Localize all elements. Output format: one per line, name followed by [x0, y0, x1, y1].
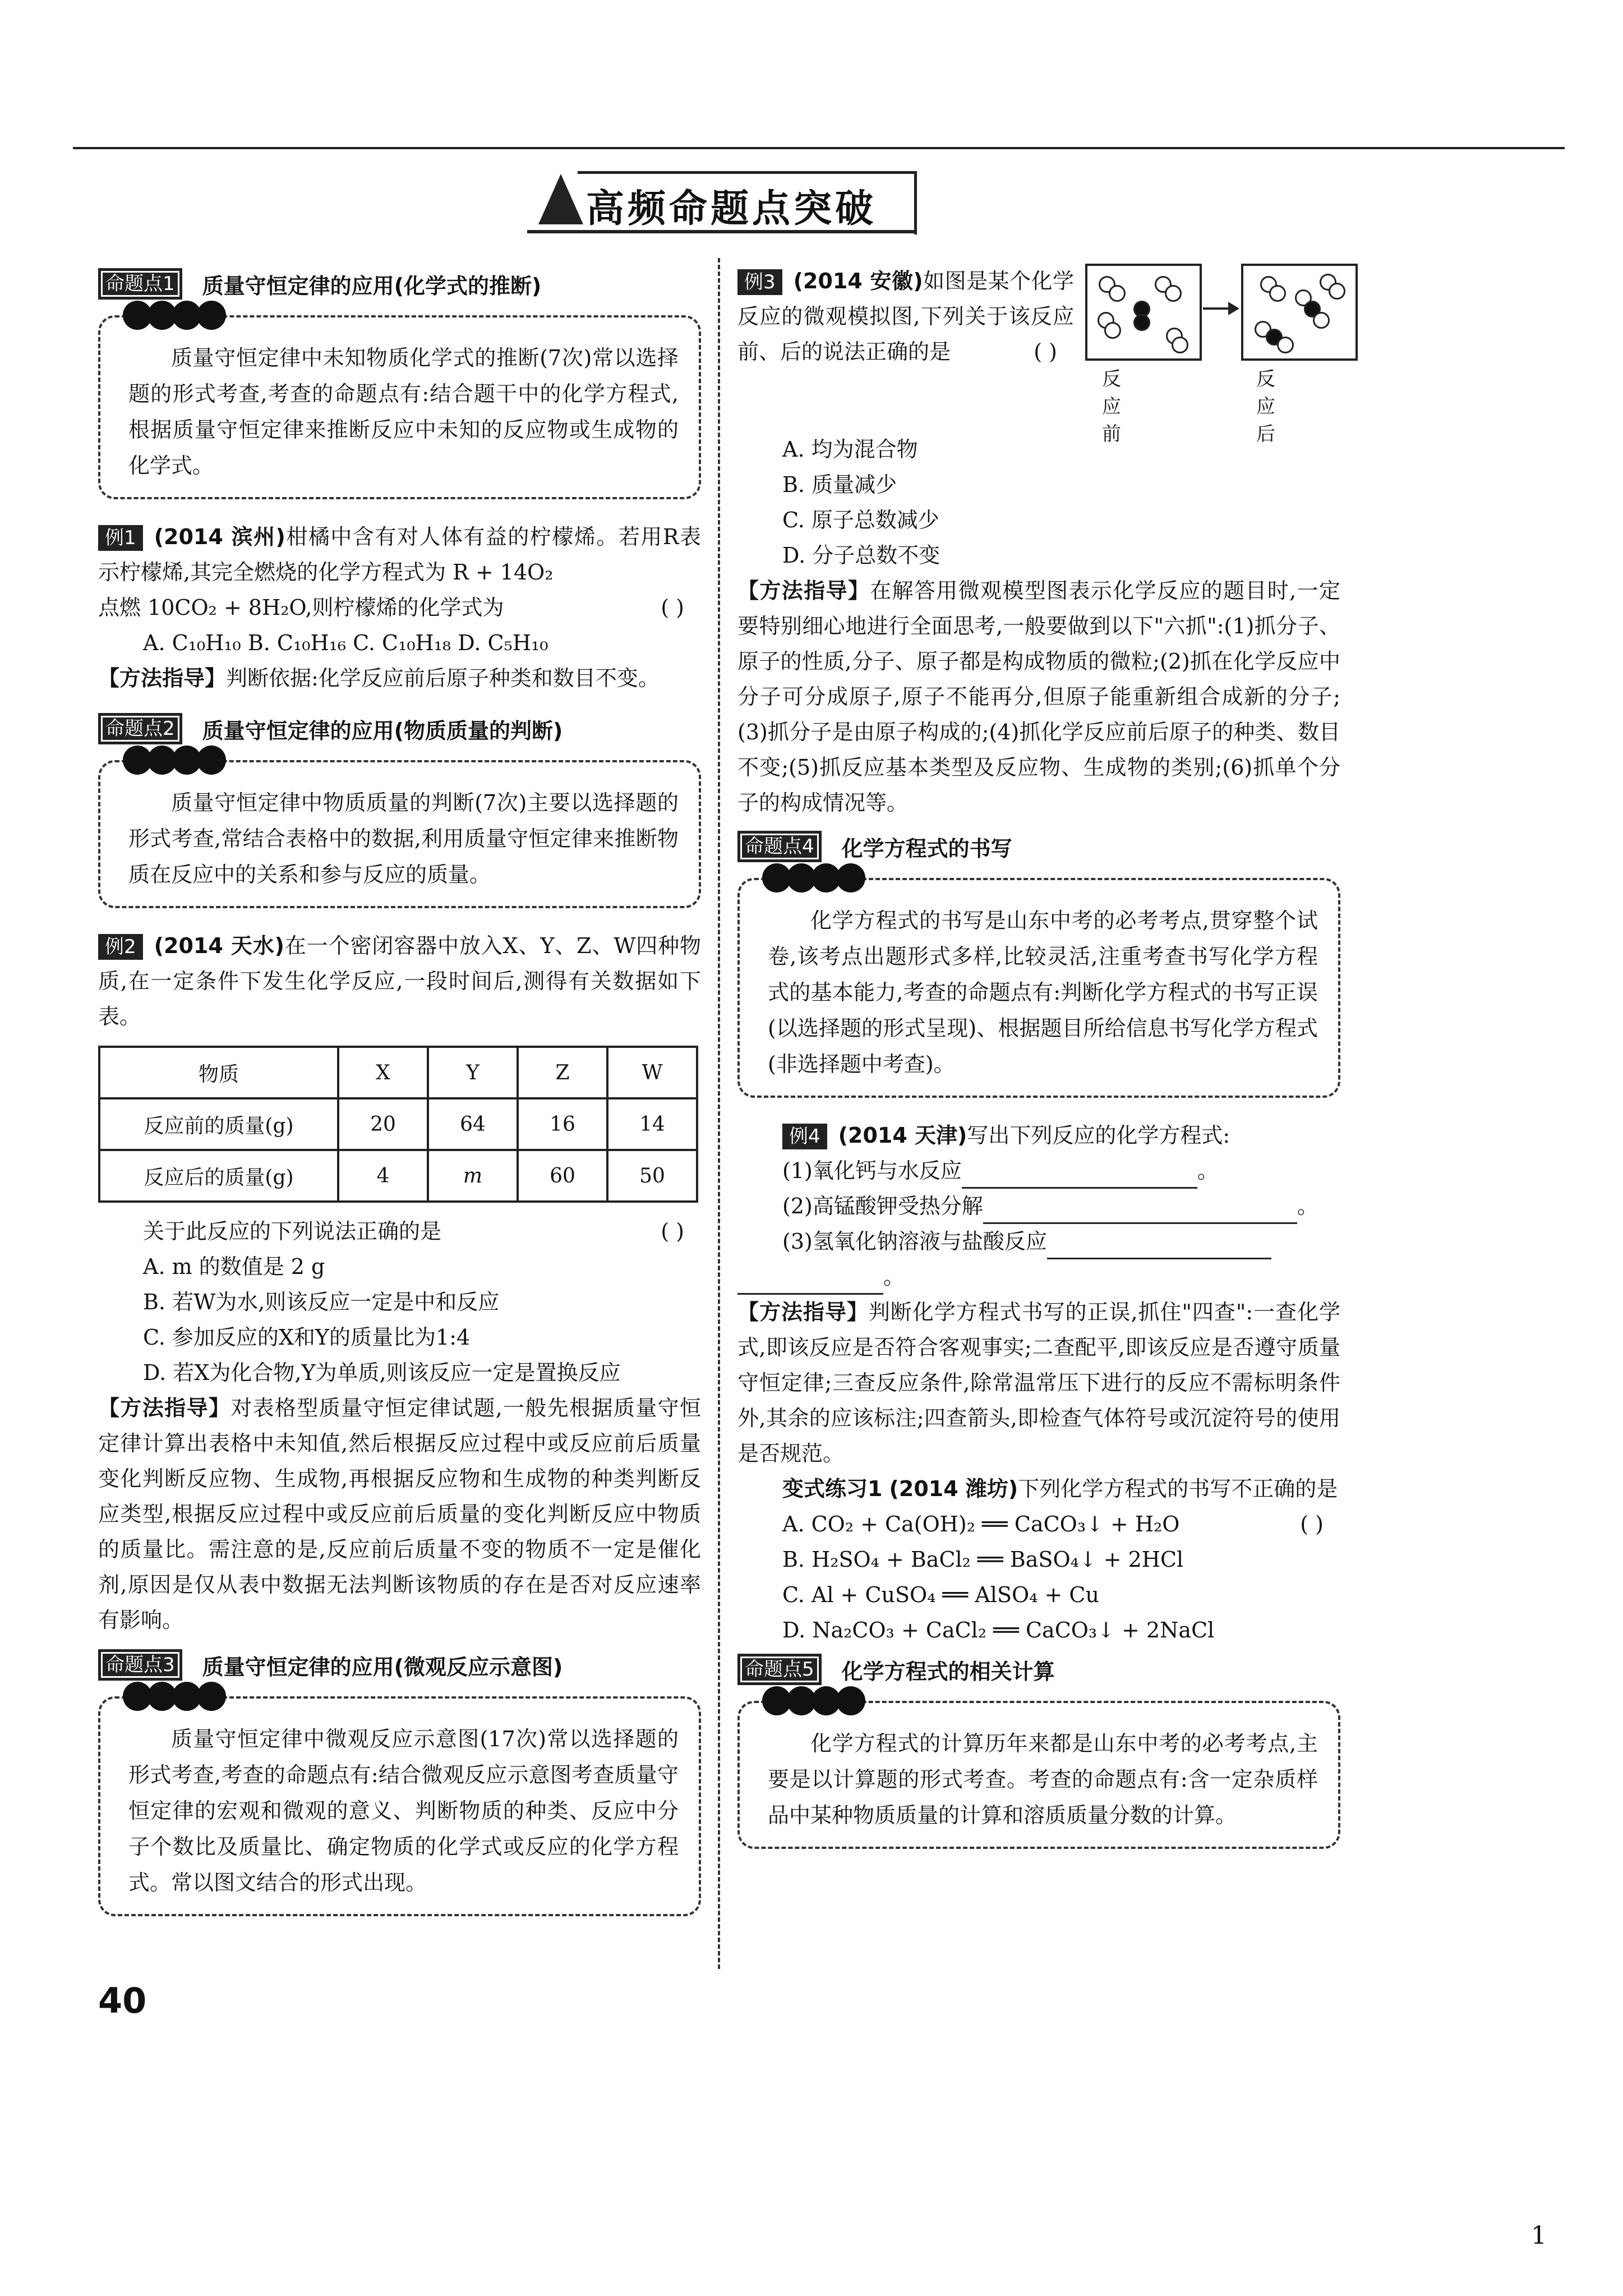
topic3-tag: 命题点3: [98, 1649, 182, 1681]
guide-label: 【方法指导】: [98, 666, 227, 691]
table-cell: 60: [518, 1150, 607, 1202]
table-row: [99, 1098, 697, 1150]
example4-q2: [737, 1189, 1340, 1224]
example4-q3: [737, 1224, 1340, 1259]
right-column: [737, 264, 1340, 1869]
section-banner: [527, 168, 920, 236]
table-cell: 14: [607, 1098, 697, 1150]
example2-tag: 例2: [98, 934, 143, 960]
example3-text: 如图是某个化学反应的微观模拟图,下列关于该反应前、后的说法正确的是: [737, 269, 1074, 364]
arrowhead-icon: [1228, 302, 1239, 315]
before-label: 反应前: [1102, 368, 1121, 445]
topic5-title: 化学方程式的相关计算: [841, 1659, 1055, 1684]
after-box: [1241, 264, 1358, 361]
example4-q1-text: (1)氧化钙与水反应: [782, 1158, 962, 1183]
example2-answer-paren: ( ): [661, 1219, 684, 1244]
topic3-heading: [98, 1649, 701, 1681]
example1: [98, 519, 701, 590]
example3-source: (2014 安徽): [793, 269, 923, 293]
example3-option-c: C. 原子总数减少: [782, 508, 939, 532]
answer-blank[interactable]: [737, 1271, 883, 1295]
answer-blank[interactable]: [983, 1200, 1297, 1224]
answer-blank[interactable]: [962, 1165, 1197, 1189]
top-rule: [73, 147, 1565, 149]
example3-option-b: B. 质量减少: [782, 472, 897, 497]
period: 。: [1297, 1194, 1318, 1218]
before-box: [1085, 264, 1202, 361]
guide-label: 【方法指导】: [737, 578, 870, 603]
example3-option-d: D. 分子总数不变: [782, 543, 940, 568]
table-cell: 50: [607, 1150, 697, 1202]
topic5-box-text: 化学方程式的计算历年来都是山东中考的必考考点,主要是以计算题的形式考查。考查的命题点有:含一定杂质样品中某种物质质量的计算和溶质质量分数的计算。: [768, 1731, 1318, 1828]
example3-guide-text: 在解答用微观模型图表示化学反应的题目时,一定要特别细心地进行全面思考,一般要做到以下"六抓":(1)抓分子、原子的性质,分子、原子都是构成物质的微粒;(2)抓在化学反应中分子可分成原子,原子不能再分,但原子能重新组合成新的分子;(3)抓分子是由原子构成的;(4)抓化学反应前后原子的种类、数目不变;(5)抓反应基本类型及反应物、生成物的类别;(6)抓单个分子的构成情况等。: [737, 578, 1340, 815]
arrow-icon: [1203, 307, 1231, 310]
table-cell: 64: [428, 1098, 518, 1150]
topic2-box-text: 质量守恒定律中物质质量的判断(7次)主要以选择题的形式考查,常结合表格中的数据,利用质量守恒定律来推断物质在反应中的关系和参与反应的质量。: [128, 790, 679, 887]
table-cell: Y: [428, 1047, 518, 1098]
dots-icon: [123, 301, 225, 330]
example3-text-block: [737, 264, 1074, 370]
example4-q3-text: (3)氢氧化钠溶液与盐酸反应: [782, 1229, 1047, 1254]
example2-question: [98, 1214, 701, 1249]
table-cell: m: [428, 1150, 518, 1202]
guide-label: 【方法指导】: [737, 1300, 869, 1324]
example2-option-d: D. 若X为化合物,Y为单质,则该反应一定是置换反应: [143, 1360, 621, 1385]
example1-text2: 点燃 10CO₂ + 8H₂O,则柠檬烯的化学式为: [98, 595, 504, 620]
example4-text: 写出下列反应的化学方程式:: [967, 1123, 1230, 1148]
variation1-text: 下列化学方程式的书写不正确的是: [1018, 1476, 1338, 1501]
example2-question-text: 关于此反应的下列说法正确的是: [143, 1219, 442, 1244]
variation1-option-a: A. CO₂ + Ca(OH)₂ ══ CaCO₃↓ + H₂O: [782, 1512, 1180, 1536]
table-cell: Z: [518, 1047, 607, 1098]
example4-tag: 例4: [782, 1124, 827, 1149]
topic4-heading: [737, 831, 1340, 862]
variation1-option-b: B. H₂SO₄ + BaCl₂ ══ BaSO₄↓ + 2HCl: [782, 1547, 1184, 1572]
topic2-tag: 命题点2: [98, 713, 182, 744]
example1-source: (2014 滨州): [154, 524, 285, 549]
example4-q1: [737, 1153, 1340, 1189]
topic5-heading: [737, 1654, 1340, 1685]
topic2-heading: [98, 713, 701, 744]
example3-tag: 例3: [737, 269, 782, 295]
table-cell: 16: [518, 1098, 607, 1150]
after-label: 反应后: [1256, 368, 1275, 445]
example1-line2: [98, 590, 701, 625]
example2: [98, 928, 701, 1034]
topic1-title: 质量守恒定律的应用(化学式的推断): [202, 273, 542, 298]
example2-option-b: B. 若W为水,则该反应一定是中和反应: [143, 1290, 500, 1314]
example2-guide-text: 对表格型质量守恒定律试题,一般先根据质量守恒定律计算出表格中未知值,然后根据反应过程中或反应前后质量变化判断反应物、生成物,再根据反应物和生成物的种类判断反应类型,根据反应过程中或反应前后质量的变化判断反应中物质的质量比。需注意的是,反应前后质量不变的物质不一定是催化剂,原因是仅从表中数据无法判断该物质的存在是否对反应速率有影响。: [98, 1396, 701, 1632]
left-column: [98, 264, 701, 1936]
dots-icon: [762, 1686, 864, 1715]
corner-number: 1: [1531, 2221, 1547, 2250]
example4: [737, 1118, 1340, 1153]
example2-source: (2014 天水): [154, 933, 284, 958]
example1-guide: [98, 661, 701, 696]
period: 。: [883, 1264, 905, 1289]
topic4-title: 化学方程式的书写: [841, 836, 1012, 861]
variation1-label: 变式练习1: [782, 1476, 883, 1501]
table-cell: 物质: [99, 1047, 338, 1098]
variation1-option-d: D. Na₂CO₃ + CaCl₂ ══ CaCO₃↓ + 2NaCl: [782, 1618, 1215, 1642]
topic2-title: 质量守恒定律的应用(物质质量的判断): [202, 718, 563, 743]
example3-answer-paren: ( ): [1034, 339, 1057, 364]
topic5-box: [737, 1701, 1340, 1849]
variation1-source: (2014 潍坊): [889, 1476, 1018, 1501]
topic1-box: [98, 315, 701, 499]
example1-text1: 柑橘中含有对人体有益的柠檬烯。若用R表示柠檬烯,其完全燃烧的化学方程式为 R + 14O₂: [98, 524, 701, 585]
table-cell: W: [607, 1047, 697, 1098]
dots-icon: [123, 1682, 225, 1711]
guide-label: 【方法指导】: [98, 1396, 231, 1420]
topic4-box: [737, 878, 1340, 1098]
example4-guide: [737, 1295, 1340, 1471]
example4-source: (2014 天津): [838, 1123, 967, 1148]
topic1-tag: 命题点1: [98, 268, 182, 300]
example1-options: A. C₁₀H₁₀ B. C₁₀H₁₆ C. C₁₀H₁₈ D. C₅H₁₀: [143, 631, 548, 655]
example3-block: [737, 264, 1340, 445]
variation1-answer-paren: ( ): [1300, 1512, 1324, 1536]
dots-icon: [123, 746, 225, 775]
variation1-option-c: C. Al + CuSO₄ ══ AlSO₄ + Cu: [782, 1582, 1099, 1607]
example4-q3-cont: [737, 1259, 1340, 1295]
example3-guide: [737, 573, 1340, 821]
example2-option-c: C. 参加反应的X和Y的质量比为1:4: [143, 1325, 471, 1350]
topic2-box: [98, 760, 701, 908]
topic4-box-text: 化学方程式的书写是山东中考的必考考点,贯穿整个试卷,该考点出题形式多样,比较灵活,注重考查书写化学方程式的基本能力,考查的命题点有:判断化学方程式的书写正误(以选择题的形式呈现)、根据题目所给信息书写化学方程式(非选择题中考查)。: [768, 908, 1318, 1076]
table-cell: 反应前的质量(g): [99, 1098, 338, 1150]
example2-text: 在一个密闭容器中放入X、Y、Z、W四种物质,在一定条件下发生化学反应,一段时间后,测得有关数据如下表。: [98, 933, 701, 1029]
page-number: 40: [98, 1980, 147, 2021]
period: 。: [1197, 1158, 1219, 1183]
topic3-title: 质量守恒定律的应用(微观反应示意图): [202, 1654, 563, 1680]
table-cell: 20: [338, 1098, 428, 1150]
example1-answer-paren: ( ): [661, 595, 684, 620]
topic3-box: [98, 1696, 701, 1916]
topic5-tag: 命题点5: [737, 1654, 822, 1685]
answer-blank[interactable]: [1047, 1235, 1271, 1259]
topic4-tag: 命题点4: [737, 831, 822, 862]
example2-table: [98, 1046, 698, 1203]
example4-guide-text: 判断化学方程式书写的正误,抓住"四查":一查化学式,即该反应是否符合客观事实;二查配平,即该反应是否遵守质量守恒定律;三查反应条件,除常温常压下进行的反应不需标明条件外,其余的应该标注;四查箭头,即检查气体符号或沉淀符号的使用是否规范。: [737, 1300, 1340, 1466]
table-cell: X: [338, 1047, 428, 1098]
table-row: [99, 1047, 697, 1098]
example4-q2-text: (2)高锰酸钾受热分解: [782, 1194, 983, 1218]
topic1-box-text: 质量守恒定律中未知物质化学式的推断(7次)常以选择题的形式考查,考查的命题点有:结合题干中的化学方程式,根据质量守恒定律来推断反应中未知的反应物或生成物的化学式。: [128, 346, 679, 478]
banner-title: 高频命题点突破: [586, 187, 877, 231]
example3-option-a: A. 均为混合物: [782, 437, 918, 462]
dots-icon: [762, 863, 864, 892]
topic3-box-text: 质量守恒定律中微观反应示意图(17次)常以选择题的形式考查,考查的命题点有:结合微观反应示意图考查质量守恒定律的宏观和微观的意义、判断物质的种类、反应中分子个数比及质量比、确定物质的化学式或反应的化学方程式。常以图文结合的形式出现。: [128, 1727, 679, 1895]
example1-guide-text: 判断依据:化学反应前后原子种类和数目不变。: [226, 666, 660, 691]
table-cell: 反应后的质量(g): [99, 1150, 338, 1202]
example2-option-a: A. m 的数值是 2 g: [143, 1254, 325, 1279]
table-row: [99, 1150, 697, 1202]
column-divider: [718, 258, 720, 1969]
table-cell: 4: [338, 1150, 428, 1202]
banner-triangle-icon: [538, 174, 583, 224]
topic1-heading: [98, 268, 701, 300]
example2-guide: [98, 1391, 701, 1638]
example1-tag: 例1: [98, 525, 143, 551]
